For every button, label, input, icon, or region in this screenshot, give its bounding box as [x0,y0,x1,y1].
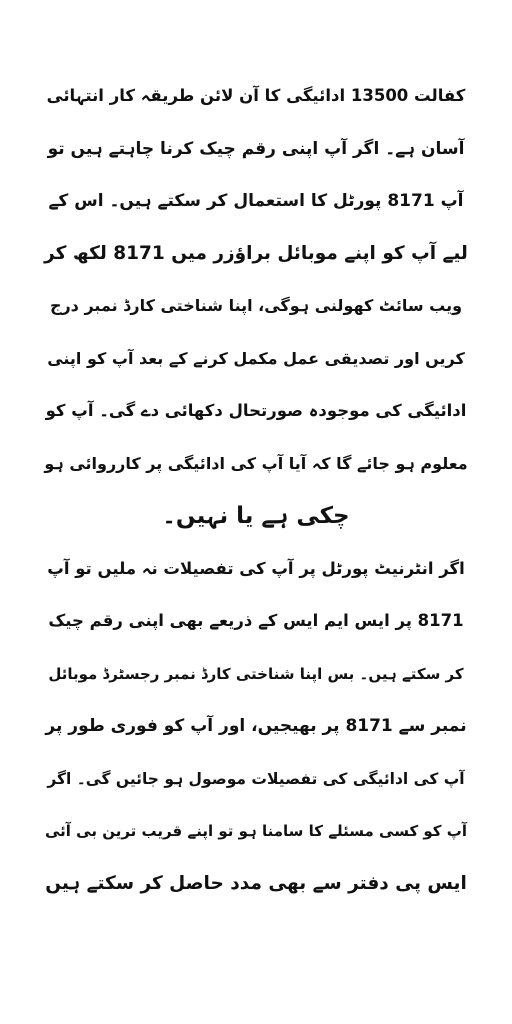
text-line: اگر انٹرنیٹ پورٹل پر آپ کی تفصیلات نہ ملیں تو آپ [47,558,465,578]
text-line: لیے آپ کو اپنے موبائل براؤزر میں 8171 لکھ کر [44,242,468,264]
paragraph-2 [44,543,468,911]
text-line: معلوم ہو جائے گا کہ آیا آپ کی ادائیگی پر کارروائی ہو [44,453,468,473]
text-line: کریں اور تصدیقی عمل مکمل کرنے کے بعد آپ کو اپنی [47,348,465,368]
text-line: نمبر سے 8171 پر بھیجیں، اور آپ کو فوری طور پر [45,716,467,736]
text-line: آپ کو کسی مسئلے کا سامنا ہو تو اپنے قریب ترین بی آئی [45,822,467,840]
article-body [44,70,468,910]
text-line: آپ 8171 پورٹل کا استعمال کر سکتے ہیں۔ اس کے [48,191,464,211]
text-line: ویب سائٹ کھولنی ہوگی، اپنا شناختی کارڈ نمبر درج [49,296,463,315]
text-line: کر سکتے ہیں۔ بس اپنا شناختی کارڈ نمبر رجسٹرڈ موبائل [48,664,464,683]
text-line: ادائیگی کی موجودہ صورتحال دکھائی دے گی۔ آپ کو [45,401,467,420]
text-line: 8171 پر ایس ایم ایس کے ذریعے بھی اپنی رقم چیک [48,611,464,630]
text-line: ایس پی دفتر سے بھی مدد حاصل کر سکتے ہیں [45,872,467,894]
text-line: آسان ہے۔ اگر آپ اپنی رقم چیک کرنا چاہتے ہیں تو [47,138,465,159]
paragraph-1 [44,70,468,543]
text-line: کفالت 13500 ادائیگی کا آن لائن طریقہ کار انتہائی [46,86,466,105]
text-line: آپ کی ادائیگی کی تفصیلات موصول ہو جائیں گی۔ اگر [47,769,465,788]
text-line: چکی ہے یا نہیں۔ [162,503,350,529]
